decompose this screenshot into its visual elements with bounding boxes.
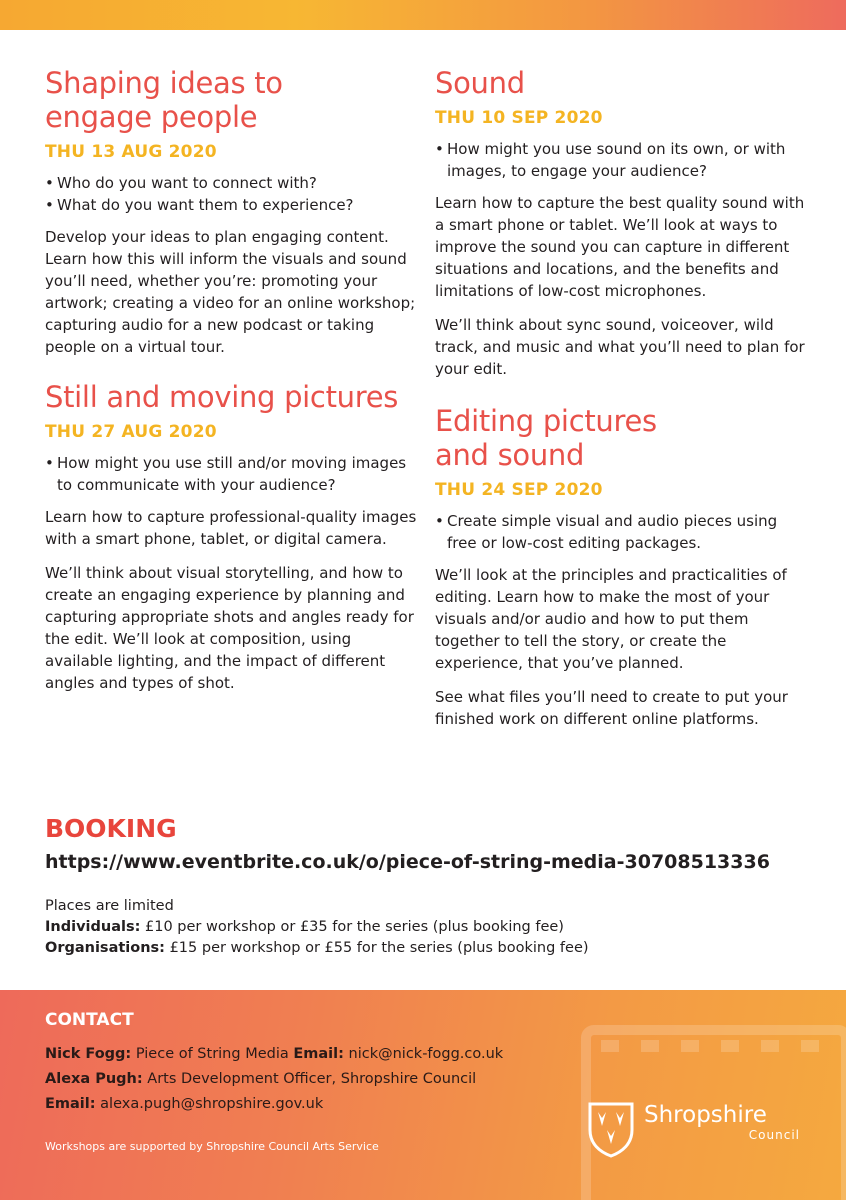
section-title-line: Still and moving pictures xyxy=(45,380,399,414)
booking-title: BOOKING xyxy=(45,814,177,843)
contact-alexa-email xyxy=(45,1092,503,1117)
contact-nick xyxy=(45,1042,503,1067)
nick-email-link[interactable]: nick@nick-fogg.co.uk xyxy=(343,1046,504,1062)
workshop-section xyxy=(435,404,805,730)
body-paragraph: See what files you’ll need to create to put your finished work on different online platforms. xyxy=(435,688,788,728)
section-date: THU 24 SEP 2020 xyxy=(435,480,603,500)
workshop-section xyxy=(435,66,805,380)
right-column xyxy=(435,66,805,754)
places-note: Places are limited xyxy=(45,898,174,914)
organisations-label: Organisations: xyxy=(45,940,165,956)
section-title xyxy=(435,66,805,100)
bullet-item: • What do you want them to experience? xyxy=(45,194,420,216)
bullet-item: • How might you use still and/or moving images to communicate with your audience? xyxy=(45,452,420,496)
individuals-label: Individuals: xyxy=(45,919,141,935)
individuals-text: £10 per workshop or £35 for the series (plus booking fee) xyxy=(140,919,564,935)
contact-details xyxy=(45,1042,503,1117)
workshop-section xyxy=(45,380,420,694)
body-paragraph: We’ll think about visual storytelling, and how to create an engaging experience by planning and capturing appropriate shots and angles ready for the edit. We’ll look at composition, using available lighting, and the impact of different angles and types of shot. xyxy=(45,564,414,692)
booking-section xyxy=(45,812,825,876)
shropshire-shield-icon xyxy=(586,1100,636,1158)
alexa-label: Alexa Pugh: xyxy=(45,1071,143,1087)
bullet-list xyxy=(45,452,420,496)
bullet-item: • How might you use sound on its own, or with images, to engage your audience? xyxy=(435,138,805,182)
body-paragraph: We’ll think about sync sound, voiceover, wild track, and music and what you’ll need to plan for your edit. xyxy=(435,316,805,378)
nick-email-label: Email: xyxy=(293,1046,344,1062)
section-date: THU 13 AUG 2020 xyxy=(45,142,217,162)
section-title-line: Sound xyxy=(435,66,525,100)
section-title-line: Shaping ideas to xyxy=(45,66,283,100)
body-paragraph: Learn how to capture the best quality sound with a smart phone or tablet. We’ll look at ways to improve the sound you can capture in different situations and locations, and the benefits and limitations of low-cost microphones. xyxy=(435,194,805,300)
booking-url-link[interactable]: https://www.eventbrite.co.uk/o/piece-of-string-media-30708513336 xyxy=(45,851,770,873)
left-column xyxy=(45,66,420,716)
organisations-price xyxy=(45,938,589,959)
bullet-item: • Create simple visual and audio pieces using free or low-cost editing packages. xyxy=(435,510,805,554)
section-title xyxy=(45,380,420,414)
pricing-info xyxy=(45,896,589,959)
contact-footer xyxy=(0,990,846,1200)
body-paragraph: Develop your ideas to plan engaging content. Learn how this will inform the visuals and sound you’ll need, whether you’re: promoting your artwork; creating a video for an online workshop; capturing audio for a new podcast or taking people on a virtual tour. xyxy=(45,228,416,356)
support-note: Workshops are supported by Shropshire Council Arts Service xyxy=(45,1140,379,1153)
alexa-email-label: Email: xyxy=(45,1096,96,1112)
logo-wordmark xyxy=(644,1102,800,1142)
workshop-section xyxy=(45,66,420,358)
section-title-line: and sound xyxy=(435,438,585,472)
nick-org: Piece of String Media xyxy=(131,1046,294,1062)
section-title-line: Editing pictures xyxy=(435,404,657,438)
logo-sub: Council xyxy=(748,1128,800,1142)
nick-label: Nick Fogg: xyxy=(45,1046,132,1062)
contact-title: CONTACT xyxy=(45,1010,134,1030)
shropshire-council-logo xyxy=(586,1100,816,1160)
section-title xyxy=(45,66,420,134)
alexa-role: Arts Development Officer, Shropshire Council xyxy=(142,1071,477,1087)
top-gradient-band xyxy=(0,0,846,30)
bullet-list xyxy=(45,172,420,216)
body-paragraph: Learn how to capture professional-quality images with a smart phone, tablet, or digital camera. xyxy=(45,508,417,548)
bullet-list xyxy=(435,510,805,554)
section-date: THU 10 SEP 2020 xyxy=(435,108,603,128)
section-date: THU 27 AUG 2020 xyxy=(45,422,217,442)
body-paragraph: We’ll look at the principles and practicalities of editing. Learn how to make the most of your visuals and/or audio and how to put them together to tell the story, or create the experience, that you’ve planned. xyxy=(435,566,787,672)
logo-name: Shropshire xyxy=(644,1102,767,1128)
bullet-item: • Who do you want to connect with? xyxy=(45,172,420,194)
organisations-text: £15 per workshop or £55 for the series (plus booking fee) xyxy=(164,940,589,956)
section-title xyxy=(435,404,805,472)
alexa-email-link[interactable]: alexa.pugh@shropshire.gov.uk xyxy=(95,1096,324,1112)
individuals-price xyxy=(45,917,589,938)
contact-alexa xyxy=(45,1067,503,1092)
section-title-line: engage people xyxy=(45,100,258,134)
bullet-list xyxy=(435,138,805,182)
